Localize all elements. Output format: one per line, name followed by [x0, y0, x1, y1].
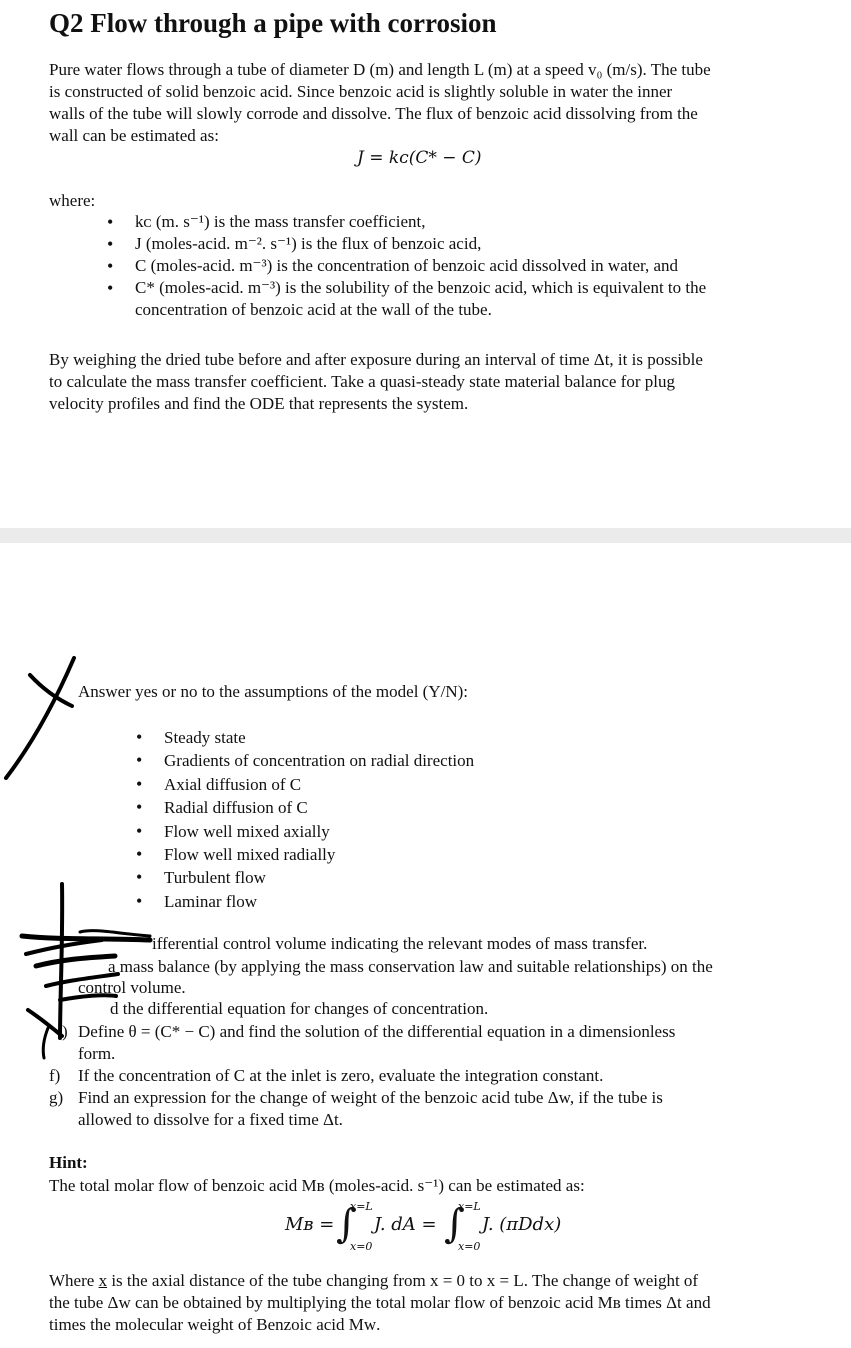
- assumption-item: • Flow well mixed axially: [136, 820, 736, 843]
- assumption-item: • Gradients of concentration on radial direction: [136, 749, 736, 772]
- part-f: If the concentration of C at the inlet is zero, evaluate the integration constant.: [78, 1066, 604, 1085]
- molar-flow-rhs: J. (πDdx): [482, 1214, 562, 1235]
- hint-where-line: the tube Δw can be obtained by multiplying the total molar flow of benzoic acid Mʙ times Δt and: [49, 1293, 711, 1312]
- part-c-line2: control volume.: [78, 978, 186, 997]
- intro-line: is constructed of solid benzoic acid. Since benzoic acid is slightly soluble in water the inner: [49, 82, 673, 101]
- weighing-line: By weighing the dried tube before and after exposure during an interval of time Δt, it is possible: [49, 350, 703, 369]
- intro-line: wall can be estimated as:: [49, 126, 219, 145]
- axial-distance-variable: x: [98, 1271, 108, 1290]
- assumption-item: • Turbulent flow: [136, 866, 736, 889]
- assumption-item: • Radial diffusion of C: [136, 796, 736, 819]
- weighing-line: velocity profiles and find the ODE that represents the system.: [49, 394, 469, 413]
- part-f-marker: f): [49, 1066, 61, 1085]
- weighing-paragraph: [49, 349, 809, 415]
- definition-item: • C* (moles-acid. m⁻³) is the solubility of the benzoic acid, which is equivalent to the: [107, 277, 787, 299]
- flux-equation: J = kᴄ(C* − C): [357, 148, 482, 168]
- handwritten-cross-mark: [0, 650, 90, 790]
- hint-where-line: times the molecular weight of Benzoic acid Mᴡ.: [49, 1315, 381, 1334]
- page-divider: [0, 528, 851, 543]
- part-e-marker: ): [62, 1022, 68, 1041]
- intro-paragraph: [49, 59, 809, 147]
- molar-flow-lhs: Mʙ =: [285, 1214, 335, 1235]
- part-d: d the differential equation for changes of concentration.: [110, 999, 489, 1018]
- definition-item-continuation: concentration of benzoic acid at the wall of the tube.: [135, 300, 492, 319]
- integral-sign-2: x=L ∫ x=0: [444, 1200, 481, 1253]
- assumption-item: • Laminar flow: [136, 890, 736, 913]
- intro-line: walls of the tube will slowly corrode and dissolve. The flux of benzoic acid dissolving from the: [49, 104, 698, 123]
- assumption-item: • Flow well mixed radially: [136, 843, 736, 866]
- weighing-line: to calculate the mass transfer coefficient. Take a quasi-steady state material balance for plug: [49, 372, 675, 391]
- assumption-item: • Steady state: [136, 726, 736, 749]
- integral-sign-1: x=L ∫ x=0: [336, 1200, 373, 1253]
- part-c-line1: a mass balance (by applying the mass conservation law and suitable relationships) on the: [108, 957, 713, 976]
- part-g-line1: Find an expression for the change of weight of the benzoic acid tube Δw, if the tube is: [78, 1088, 663, 1107]
- part-g-line2: allowed to dissolve for a fixed time Δt.: [78, 1110, 343, 1129]
- hint-label: Hint:: [49, 1153, 88, 1172]
- part-b: ifferential control volume indicating the relevant modes of mass transfer.: [152, 934, 648, 953]
- definition-item: • C (moles-acid. m⁻³) is the concentration of benzoic acid dissolved in water, and: [107, 255, 787, 277]
- definition-item: • J (moles-acid. m⁻². s⁻¹) is the flux of benzoic acid,: [107, 233, 787, 255]
- hint-where-line: Where x is the axial distance of the tube changing from x = 0 to x = L. The change of weight of: [49, 1271, 699, 1290]
- definitions-list: [107, 211, 787, 321]
- where-label: where:: [49, 191, 96, 210]
- question-a: Answer yes or no to the assumptions of the model (Y/N):: [78, 682, 468, 701]
- hint-where-paragraph: [49, 1270, 829, 1336]
- hint-line: The total molar flow of benzoic acid Mʙ (moles-acid. s⁻¹) can be estimated as:: [49, 1176, 585, 1195]
- definition-item: • kᴄ (m. s⁻¹) is the mass transfer coefficient,: [107, 211, 787, 233]
- intro-line: Pure water flows through a tube of diameter D (m) and length L (m) at a speed v₀ (m/s). The tube: [49, 60, 711, 79]
- page-title: Q2 Flow through a pipe with corrosion: [49, 8, 497, 38]
- assumption-item: • Axial diffusion of C: [136, 773, 736, 796]
- molar-flow-mid: J. dA =: [374, 1214, 437, 1235]
- part-g-marker: g): [49, 1088, 64, 1107]
- part-e-line2: form.: [78, 1044, 116, 1063]
- handwritten-scribble-mark: [0, 878, 170, 1063]
- part-e-line1: Define θ = (C* − C) and find the solution of the differential equation in a dimensionless: [78, 1022, 676, 1041]
- assumptions-list: [136, 726, 736, 913]
